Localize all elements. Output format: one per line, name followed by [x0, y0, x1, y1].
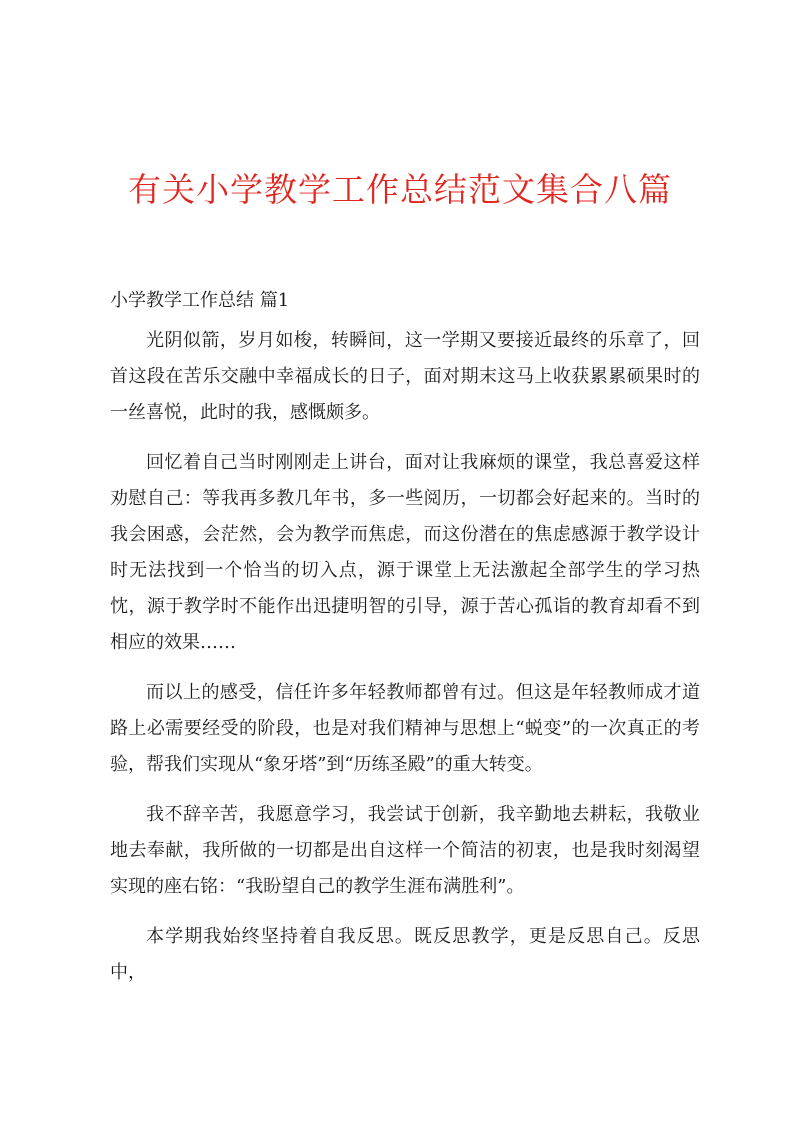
- paragraph: 我不辞辛苦，我愿意学习，我尝试于创新，我辛勤地去耕耘，我敬业地去奉献，我所做的一切都是出自这样一个简洁的初衷，也是我时刻渴望实现的座右铭：“我盼望自己的教学生涯布满胜利”。: [110, 804, 700, 897]
- document-body: [110, 323, 700, 1005]
- paragraph: 而以上的感受，信任许多年轻教师都曾有过。但这是年轻教师成才道路上必需要经受的阶段，也是对我们精神与思想上“蜕变”的一次真正的考验，帮我们实现从“象牙塔”到“历练圣殿”的重大转变。: [110, 682, 700, 775]
- section-heading: 小学教学工作总结 篇1: [110, 290, 290, 311]
- document-title: 有关小学教学工作总结范文集合八篇: [128, 170, 672, 209]
- paragraph: 本学期我始终坚持着自我反思。既反思教学，更是反思自己。反思中，: [110, 926, 700, 983]
- paragraph: 回忆着自己当时刚刚走上讲台，面对让我麻烦的课堂，我总喜爱这样劝慰自己：等我再多教几年书，多一些阅历，一切都会好起来的。当时的我会困惑，会茫然，会为教学而焦虑，而这份潜在的焦虑感源于教学设计时无法找到一个恰当的切入点，源于课堂上无法激起全部学生的学习热忱，源于教学时不能作出迅捷明智的引导，源于苦心孤诣的教育却看不到相应的效果……: [110, 452, 700, 653]
- paragraph: 光阴似箭，岁月如梭，转瞬间，这一学期又要接近最终的乐章了，回首这段在苦乐交融中幸福成长的日子，面对期末这马上收获累累硕果时的一丝喜悦，此时的我，感慨颇多。: [110, 330, 700, 423]
